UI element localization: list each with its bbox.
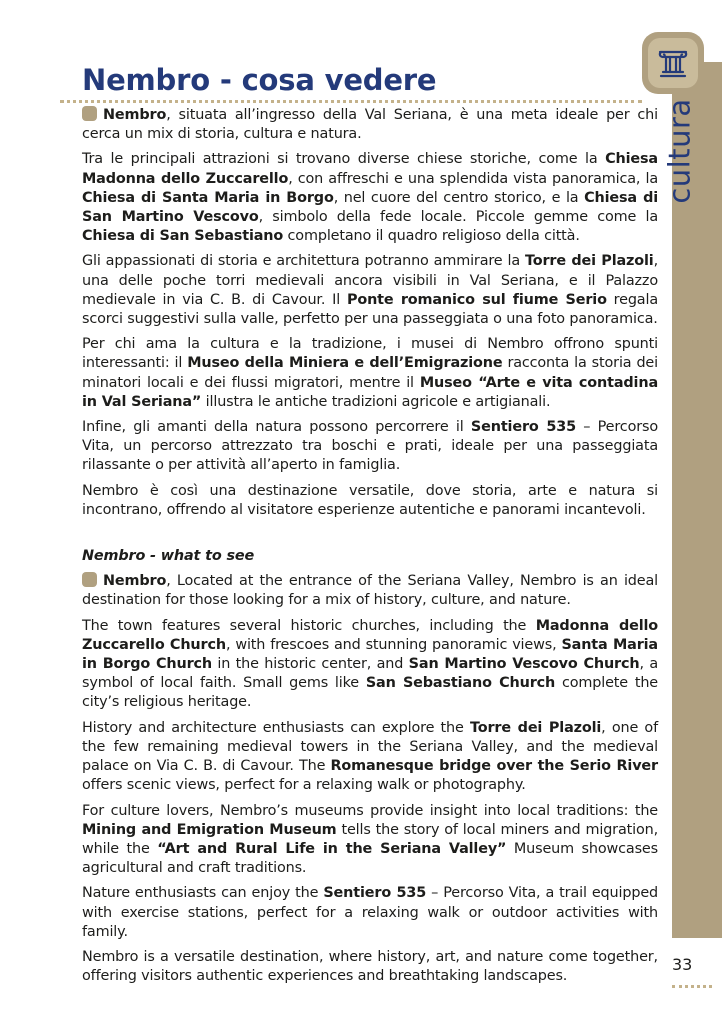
paragraph-en-5: Nature enthusiasts can enjoy the Sentiero 535 – Percorso Vita, a trail equipped with exercise stations, perfect for a relaxing walk or outdoor activities with family.: [82, 885, 659, 940]
paragraph-en-1: Nembro, Located at the entrance of the Seriana Valley, Nembro is an ideal destination for those looking for a mix of history, culture, and nature.: [82, 573, 658, 609]
english-heading: Nembro - what to see: [82, 548, 255, 565]
paragraph-it-1: Nembro, situata all’ingresso della Val Seriana, è una meta ideale per chi cerca un mix di storia, cultura e natura.: [82, 107, 658, 143]
dotted-divider: [60, 100, 642, 103]
paragraph-en-3: History and architecture enthusiasts can explore the Torre dei Plazoli, one of the few remaining medieval towers in the Seriana Valley, and the medieval palace on Via C. B. di Cavour. The Romanesque bridge over the Serio River offers scenic views, perfect for a relaxing walk or photography.: [82, 719, 658, 794]
bullet-square-icon: [82, 572, 97, 587]
section-label-text: cultura: [663, 98, 698, 204]
paragraph-it-2: Tra le principali attrazioni si trovano diverse chiese storiche, come la Chiesa Madonna dello Zuccarello, con affreschi e una splendida vista panoramica, la Chiesa di Santa Maria in Borgo, nel cuore del centro storico, e la Chiesa di San Martino Vescovo, simbolo della fede locale. Piccole gemme come la Chiesa di San Sebastiano completano il quadro religioso della città.: [82, 151, 659, 245]
dotted-divider-bottom: [672, 985, 712, 988]
column-icon: [648, 38, 698, 88]
paragraph-en-6: Nembro is a versatile destination, where history, art, and nature come together, offering visitors authentic experiences and breathtaking landscapes.: [82, 948, 658, 985]
section-badge: [642, 32, 704, 94]
section-label: [650, 96, 710, 206]
paragraph-it-3: Gli appassionati di storia e architettura potranno ammirare la Torre dei Plazoli, una delle poche torri medievali ancora visibili in Val Seriana, e il Palazzo medievale in via C. B. di Cavour. Il Ponte romanico sul fiume Serio regala scorci suggestivi sulla valle, perfetto per una passeggiata o una foto panoramica.: [82, 253, 659, 328]
bullet-square-icon: [82, 106, 97, 121]
paragraph-it-4: Per chi ama la cultura e la tradizione, i musei di Nembro offrono spunti interessanti: il Museo della Miniera e dell’Emigrazione racconta la storia dei minatori locali e dei flussi migratori, mentre il Museo “Arte e vita contadina in Val Seriana” illustra le antiche tradizioni agricole e artigianali.: [82, 336, 658, 410]
page-number: 33: [672, 955, 693, 974]
paragraph-it-5: Infine, gli amanti della natura possono percorrere il Sentiero 535 – Percorso Vita, un percorso attrezzato tra boschi e prati, ideale per una passeggiata rilassante o per attività all’aperto in famiglia.: [82, 419, 658, 474]
paragraph-en-4: For culture lovers, Nembro’s museums provide insight into local traditions: the Mining and Emigration Museum tells the story of local miners and migration, while the “Art and Rural Life in the Seriana Valley” Museum showcases agricultural and craft traditions.: [82, 802, 659, 877]
paragraph-it-6: Nembro è così una destinazione versatile, dove storia, arte e natura si incontrano, offrendo al visitatore esperienze autentiche e panorami incantevoli.: [82, 482, 658, 518]
paragraph-en-2: The town features several historic churches, including the Madonna dello Zuccarello Church, with frescoes and stunning panoramic views, Santa Maria in Borgo Church in the historic center, and San Martino Vescovo Church, a symbol of local faith. Small gems like San Sebastiano Church complete the city’s religious heritage.: [82, 617, 659, 711]
article-body: [82, 106, 658, 992]
page-title: Nembro - cosa vedere: [82, 63, 437, 97]
